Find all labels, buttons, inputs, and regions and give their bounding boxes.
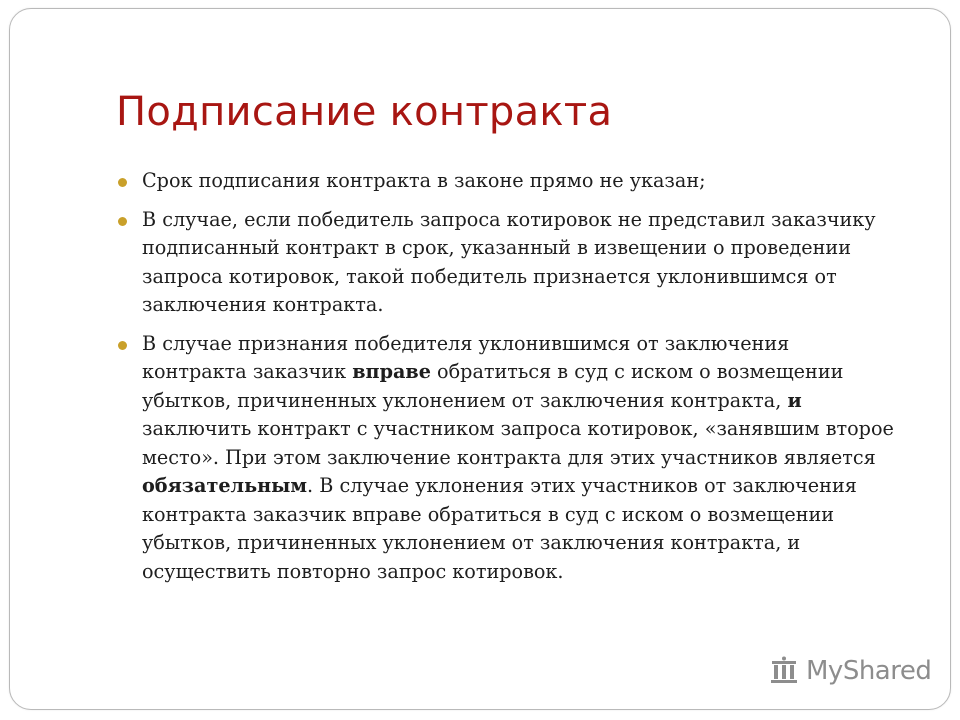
myshared-logo-icon [768, 655, 800, 687]
bold-segment-obyazatelnym: обязательным [142, 474, 308, 497]
text-segment: В случае, если победитель запроса котировок не представил заказчику подписанный контракт в срок, указанный в извещении о проведении запроса котировок, такой победитель признается уклонившимся от заключения контракта. [142, 207, 876, 316]
bold-segment-vprave: вправе [352, 360, 431, 383]
bullet-dot-icon [118, 178, 127, 187]
bullet-text [142, 332, 894, 583]
myshared-watermark [768, 655, 931, 687]
slide-frame [9, 8, 951, 710]
bullet-item-1 [118, 167, 898, 196]
text-segment: В случае признания победителя уклонившимся от заключения контракта заказчик [142, 331, 790, 383]
bullet-text [142, 208, 876, 317]
bullet-dot-icon [118, 217, 127, 226]
bullet-item-2 [118, 206, 898, 320]
bold-segment-i: и [787, 388, 802, 412]
text-segment: Срок подписания контракта в законе прямо не указан; [142, 169, 706, 192]
text-segment: обратиться в суд с иском о возмещении убытков, причиненных уклонением от заключения контракта, [142, 360, 844, 412]
myshared-logo-text: MyShared [806, 656, 932, 686]
slide-title: Подписание контракта [116, 89, 613, 135]
bullet-text [142, 169, 706, 192]
bullet-dot-icon [118, 341, 127, 350]
text-segment: заключить контракт с участником запроса котировок, «занявшим второе место». При этом заключение контракта для этих участников является [142, 417, 894, 469]
bullet-item-3 [118, 330, 898, 587]
text-segment: . В случае уклонения этих участников от заключения контракта заказчик вправе обратиться в суд с иском о возмещении убытков, причиненных уклонением от заключения контракта, и осуществить повторно запрос котировок. [142, 474, 857, 583]
bullet-list [118, 167, 898, 596]
